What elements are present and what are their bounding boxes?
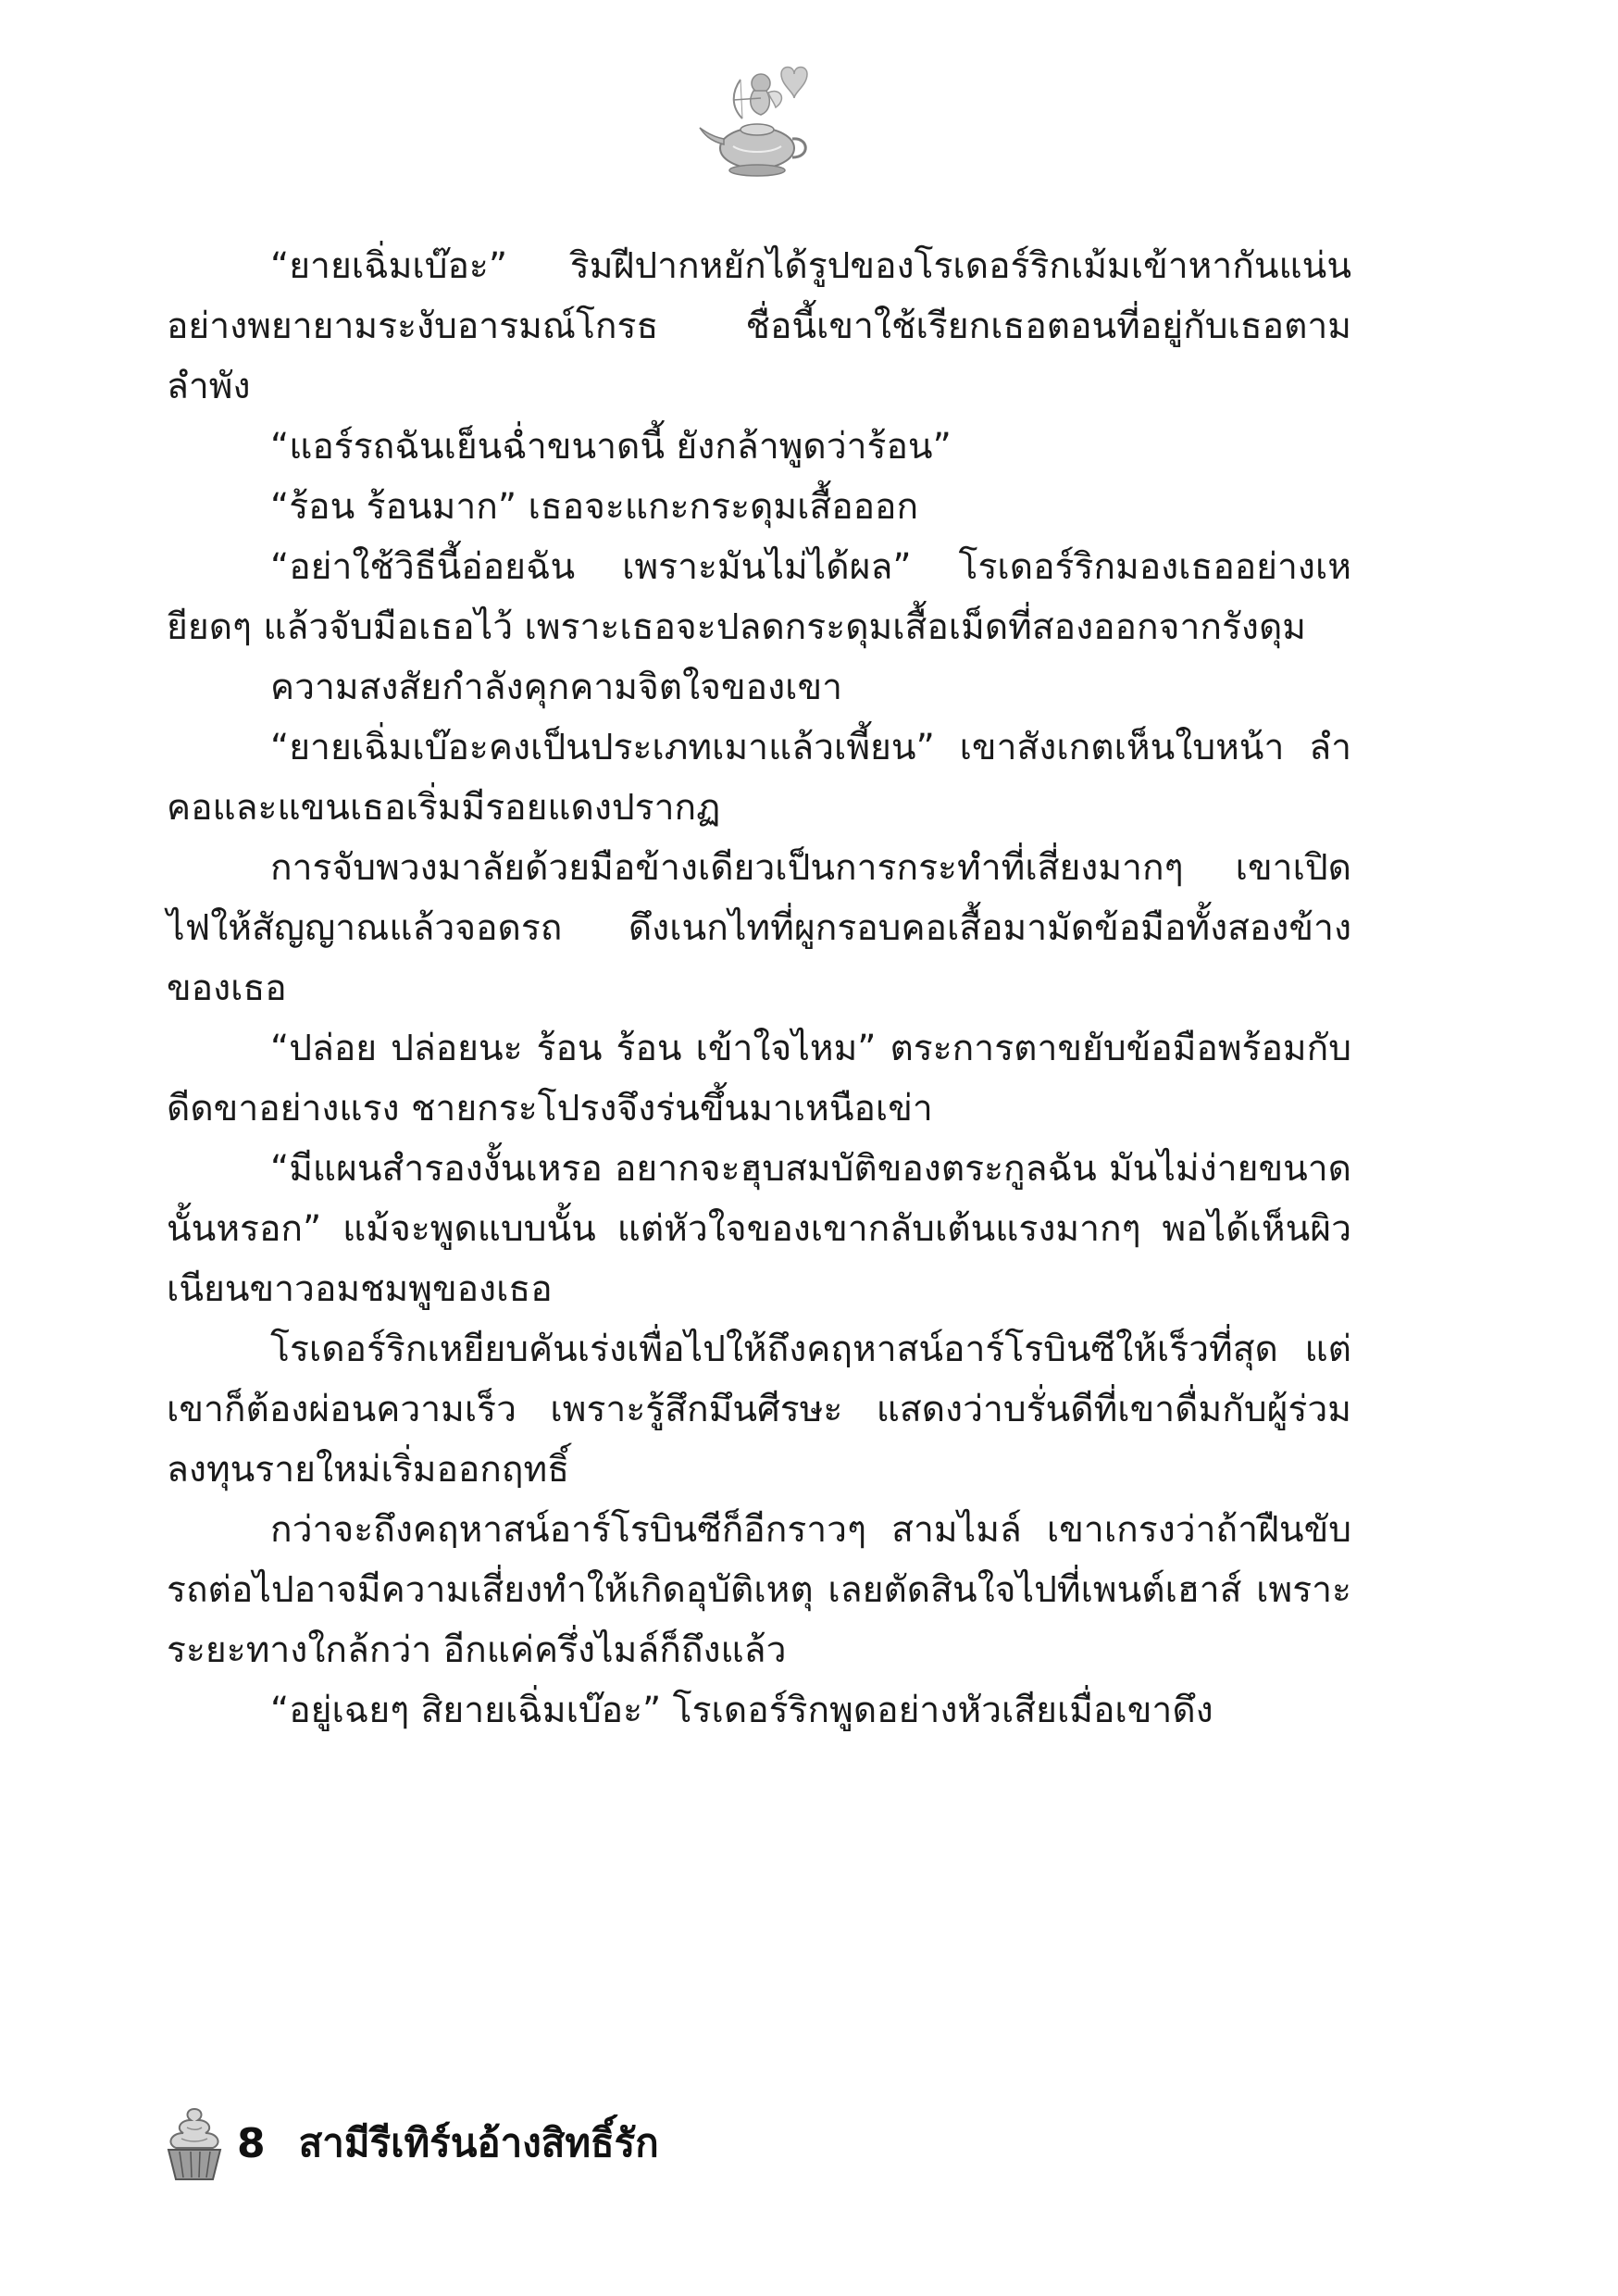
paragraph: “ร้อน ร้อนมาก” เธอจะแกะกระดุมเสื้อออก [270, 486, 919, 528]
paragraph: “มีแผนสำรองงั้นเหรอ อยากจะฮุบสมบัติของตระกูลฉัน มันไม่ง่ายขนาดนั้นหรอก” แม้จะพูดแบบนั้น แต่หัวใจของเขากลับเต้นแรงมากๆ พอได้เห็นผิวเนียนขาวอมชมพูของเธอ [167, 1148, 1351, 1310]
paragraph: กว่าจะถึงคฤหาสน์อาร์โรบินซีก็อีกราวๆ สามไมล์ เขาเกรงว่าถ้าฝืนขับรถต่อไปอาจมีความเสี่ยงทำให้เกิดอุบัติเหตุ เลยตัดสินใจไปที่เพนต์เฮาส์ เพราะระยะทางใกล้กว่า อีกแค่ครึ่งไมล์ก็ถึงแล้ว [167, 1509, 1351, 1671]
paragraph: การจับพวงมาลัยด้วยมือข้างเดียวเป็นการกระทำที่เสี่ยงมากๆ เขาเปิดไฟให้สัญญาณแล้วจอดรถ ดึงเนกไทที่ผูกรอบคอเสื้อมามัดข้อมือทั้งสองข้างของเธอ [167, 847, 1351, 1009]
page-number: 8 [237, 2119, 266, 2167]
paragraph: “ปล่อย ปล่อยนะ ร้อน ร้อน เข้าใจไหม” ตระการตาขยับข้อมือพร้อมกับดีดขาอย่างแรง ชายกระโปรงจึงร่นขึ้นมาเหนือเข่า [167, 1028, 1351, 1129]
paragraph: “ยายเฉิ่มเบ๊อะ” ริมฝีปากหยักได้รูปของโรเดอร์ริกเม้มเข้าหากันแน่นอย่างพยายามระงับอารมณ์โกรธ ชื่อนี้เขาใช้เรียกเธอตอนที่อยู่กับเธอตามลำพัง [167, 245, 1351, 407]
paragraph: “แอร์รถฉันเย็นฉ่ำขนาดนี้ ยังกล้าพูดว่าร้อน” [270, 426, 952, 468]
paragraph: “ยายเฉิ่มเบ๊อะคงเป็นประเภทเมาแล้วเพี้ยน” เขาสังเกตเห็นใบหน้า ลำคอและแขนเธอเริ่มมีรอยแดงปรากฏ [167, 727, 1351, 829]
page-footer [157, 2102, 659, 2185]
paragraph: “อยู่เฉยๆ สิยายเฉิ่มเบ๊อะ” โรเดอร์ริกพูดอย่างหัวเสียเมื่อเขาดึง [270, 1690, 1214, 1731]
paragraph: “อย่าใช้วิธีนี้อ่อยฉัน เพราะมันไม่ได้ผล” โรเดอร์ริกมองเธออย่างเหยียดๆ แล้วจับมือเธอไว้ เพราะเธอจะปลดกระดุมเสื้อเม็ดที่สองออกจากรังดุม [167, 546, 1351, 648]
paragraph: โรเดอร์ริกเหยียบคันเร่งเพื่อไปให้ถึงคฤหาสน์อาร์โรบินซีให้เร็วที่สุด แต่เขาก็ต้องผ่อนความเร็ว เพราะรู้สึกมึนศีรษะ แสดงว่าบรั่นดีที่เขาดื่มกับผู้ร่วมลงทุนรายใหม่เริ่มออกฤทธิ์ [167, 1329, 1351, 1491]
book-title: สามีรีเทิร์นอ้างสิทธิ์รัก [298, 2120, 659, 2165]
teapot-cupid-ornament-icon [696, 56, 816, 185]
cupcake-icon [157, 2103, 231, 2183]
body-text [167, 236, 1351, 1741]
paragraph: ความสงสัยกำลังคุกคามจิตใจของเขา [270, 667, 843, 708]
